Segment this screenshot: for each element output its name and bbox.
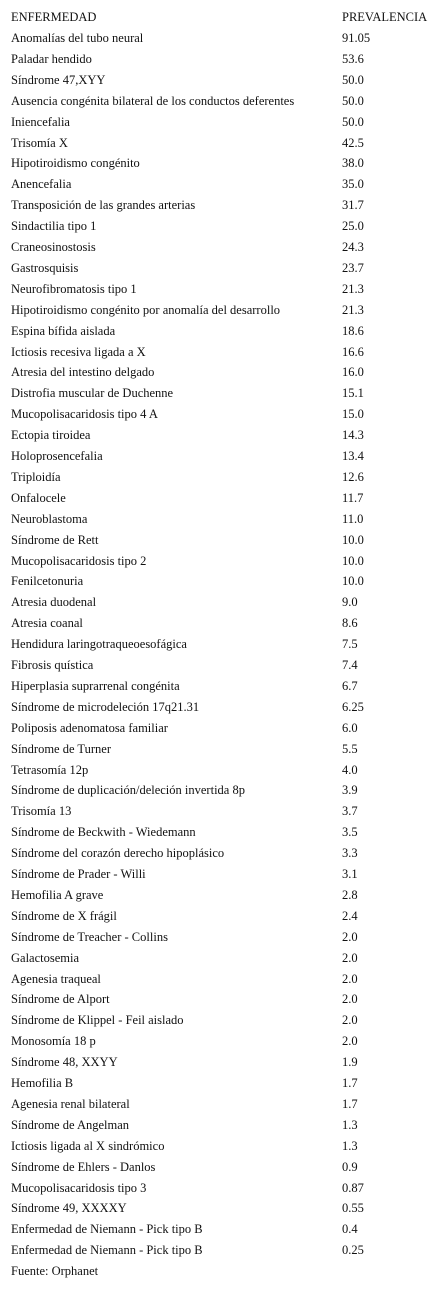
prevalence-value: 3.3	[342, 846, 358, 861]
disease-name: Hendidura laringotraqueoesofágica	[11, 637, 187, 652]
prevalence-value: 0.9	[342, 1159, 358, 1174]
disease-name: Ausencia congénita bilateral de los conductos deferentes	[11, 93, 295, 108]
prevalence-value: 13.4	[342, 449, 364, 463]
disease-name: Paladar hendido	[11, 51, 92, 66]
disease-name: Iniencefalia	[11, 114, 70, 129]
disease-name: Atresia del intestino delgado	[11, 365, 155, 380]
disease-name: Mucopolisacaridosis tipo 3	[11, 1180, 147, 1195]
disease-name: Agenesia traqueal	[11, 971, 101, 986]
prevalence-value: 3.1	[342, 867, 358, 881]
disease-name: Holoprosencefalia	[11, 449, 103, 463]
prevalence-value: 3.7	[342, 804, 358, 819]
prevalence-value: 21.3	[342, 302, 364, 317]
disease-name: Distrofia muscular de Duchenne	[11, 386, 174, 401]
disease-name: Triploidía	[11, 469, 61, 484]
prevalence-value: 7.5	[342, 637, 358, 652]
prevalence-value: 6.7	[342, 678, 358, 693]
prevalence-value: 5.5	[342, 741, 358, 756]
disease-name: Mucopolisacaridosis tipo 4 A	[11, 407, 158, 422]
disease-name: Poliposis adenomatosa familiar	[11, 720, 168, 735]
disease-name: Transposición de las grandes arterias	[11, 198, 196, 213]
prevalence-value: 2.8	[342, 887, 358, 902]
disease-name: Monosomía 18 p	[11, 1034, 96, 1049]
prevalence-value: 6.0	[342, 720, 358, 735]
disease-name: Síndrome del corazón derecho hipoplásico	[11, 846, 225, 861]
disease-name: Hemofilia A grave	[11, 887, 104, 902]
prevalence-value: 15.1	[342, 386, 364, 401]
prevalence-value: 0.25	[342, 1243, 364, 1258]
prevalence-value: 1.7	[342, 1096, 358, 1111]
prevalence-value: 0.87	[342, 1180, 364, 1195]
disease-name: Mucopolisacaridosis tipo 2	[11, 553, 147, 568]
disease-name: Hemofilia B	[11, 1076, 74, 1090]
source-note: Fuente: Orphanet	[11, 1264, 99, 1279]
disease-name: Atresia coanal	[11, 616, 83, 631]
prevalence-value: 2.0	[342, 929, 358, 944]
prevalence-value: 35.0	[342, 177, 364, 192]
prevalence-value: 4.0	[342, 762, 358, 777]
disease-name: Síndrome de duplicación/deleción invertida 8p	[11, 783, 245, 798]
disease-name: Enfermedad de Niemann - Pick tipo B	[11, 1243, 203, 1258]
disease-name: Atresia duodenal	[11, 595, 97, 610]
disease-name: Síndrome de Turner	[11, 741, 111, 756]
prevalence-value: 3.5	[342, 825, 358, 840]
disease-name: Síndrome de Klippel - Feil aislado	[11, 1013, 184, 1028]
prevalence-value: 53.6	[342, 51, 364, 66]
disease-name: Hiperplasia suprarrenal congénita	[11, 678, 180, 693]
prevalence-value: 2.0	[342, 1034, 358, 1049]
disease-name: Síndrome de Prader - Willi	[11, 867, 146, 881]
prevalence-value: 3.9	[342, 783, 358, 798]
prevalence-value: 24.3	[342, 240, 364, 254]
prevalence-value: 38.0	[342, 156, 364, 171]
disease-name: Síndrome de Ehlers - Danlos	[11, 1159, 156, 1174]
header-prevalence: PREVALENCIA	[342, 10, 428, 24]
prevalence-value: 91.05	[342, 31, 371, 45]
prevalence-value: 10.0	[342, 553, 364, 568]
prevalence-value: 1.3	[342, 1138, 358, 1153]
header-disease: ENFERMEDAD	[11, 10, 97, 24]
prevalence-value: 1.7	[342, 1076, 358, 1090]
prevalence-value: 8.6	[342, 616, 358, 631]
disease-name: Gastrosquisis	[11, 260, 79, 275]
prevalence-value: 11.7	[342, 490, 364, 505]
disease-name: Síndrome de microdeleción 17q21.31	[11, 699, 200, 714]
prevalence-value: 50.0	[342, 114, 364, 129]
prevalence-value: 11.0	[342, 511, 364, 526]
disease-name: Síndrome de X frágil	[11, 908, 117, 923]
prevalence-value: 50.0	[342, 93, 364, 108]
prevalence-value: 25.0	[342, 219, 364, 234]
prevalence-value: 23.7	[342, 260, 364, 275]
prevalence-value: 6.25	[342, 699, 364, 714]
disease-name: Tetrasomía 12p	[11, 762, 89, 777]
disease-name: Fibrosis quística	[11, 658, 94, 672]
disease-name: Síndrome de Angelman	[11, 1117, 130, 1132]
disease-name: Agenesia renal bilateral	[11, 1096, 130, 1111]
disease-name: Craneosinostosis	[11, 240, 96, 254]
prevalence-value: 18.6	[342, 323, 364, 338]
prevalence-value: 2.0	[342, 950, 358, 965]
prevalence-value: 10.0	[342, 532, 364, 547]
prevalence-value: 0.4	[342, 1222, 358, 1237]
prevalence-value: 2.4	[342, 908, 358, 923]
disease-name: Síndrome 47,XYY	[11, 72, 106, 87]
prevalence-value: 42.5	[342, 135, 364, 150]
prevalence-value: 21.3	[342, 281, 364, 296]
disease-name: Síndrome de Rett	[11, 532, 99, 547]
disease-name: Trisomía 13	[11, 804, 72, 819]
disease-name: Fenilcetonuria	[11, 574, 84, 589]
prevalence-value: 1.9	[342, 1055, 358, 1070]
prevalence-value: 31.7	[342, 198, 364, 213]
disease-name: Galactosemia	[11, 950, 80, 965]
prevalence-value: 1.3	[342, 1117, 358, 1132]
disease-name: Síndrome de Alport	[11, 992, 110, 1007]
prevalence-value: 16.6	[342, 344, 364, 359]
disease-name: Síndrome 49, XXXXY	[11, 1201, 127, 1216]
prevalence-value: 15.0	[342, 407, 364, 422]
disease-name: Anencefalia	[11, 177, 72, 192]
disease-name: Hipotiroidismo congénito por anomalía del desarrollo	[11, 302, 281, 317]
disease-name: Espina bífida aislada	[11, 323, 116, 338]
disease-name: Ictiosis ligada al X sindrómico	[11, 1138, 165, 1153]
prevalence-value: 14.3	[342, 428, 364, 443]
prevalence-value: 2.0	[342, 1013, 358, 1028]
prevalence-value: 50.0	[342, 72, 364, 87]
disease-name: Ectopia tiroidea	[11, 428, 91, 443]
disease-name: Síndrome de Beckwith - Wiedemann	[11, 825, 196, 840]
prevalence-value: 10.0	[342, 574, 364, 589]
disease-name: Onfalocele	[11, 490, 66, 505]
prevalence-value: 12.6	[342, 469, 364, 484]
disease-name: Hipotiroidismo congénito	[11, 156, 140, 171]
prevalence-value: 0.55	[342, 1201, 364, 1216]
disease-name: Ictiosis recesiva ligada a X	[11, 344, 146, 359]
disease-name: Trisomía X	[11, 135, 68, 150]
prevalence-value: 9.0	[342, 595, 358, 610]
prevalence-value: 2.0	[342, 971, 358, 986]
disease-name: Neurofibromatosis tipo 1	[11, 281, 137, 296]
disease-name: Anomalías del tubo neural	[11, 31, 144, 45]
prevalence-value: 2.0	[342, 992, 358, 1007]
prevalence-value: 7.4	[342, 658, 358, 672]
disease-name: Neuroblastoma	[11, 511, 88, 526]
disease-name: Sindactilia tipo 1	[11, 219, 97, 234]
prevalence-value: 16.0	[342, 365, 364, 380]
disease-name: Síndrome 48, XXYY	[11, 1055, 118, 1070]
disease-name: Síndrome de Treacher - Collins	[11, 929, 168, 944]
disease-name: Enfermedad de Niemann - Pick tipo B	[11, 1222, 203, 1237]
